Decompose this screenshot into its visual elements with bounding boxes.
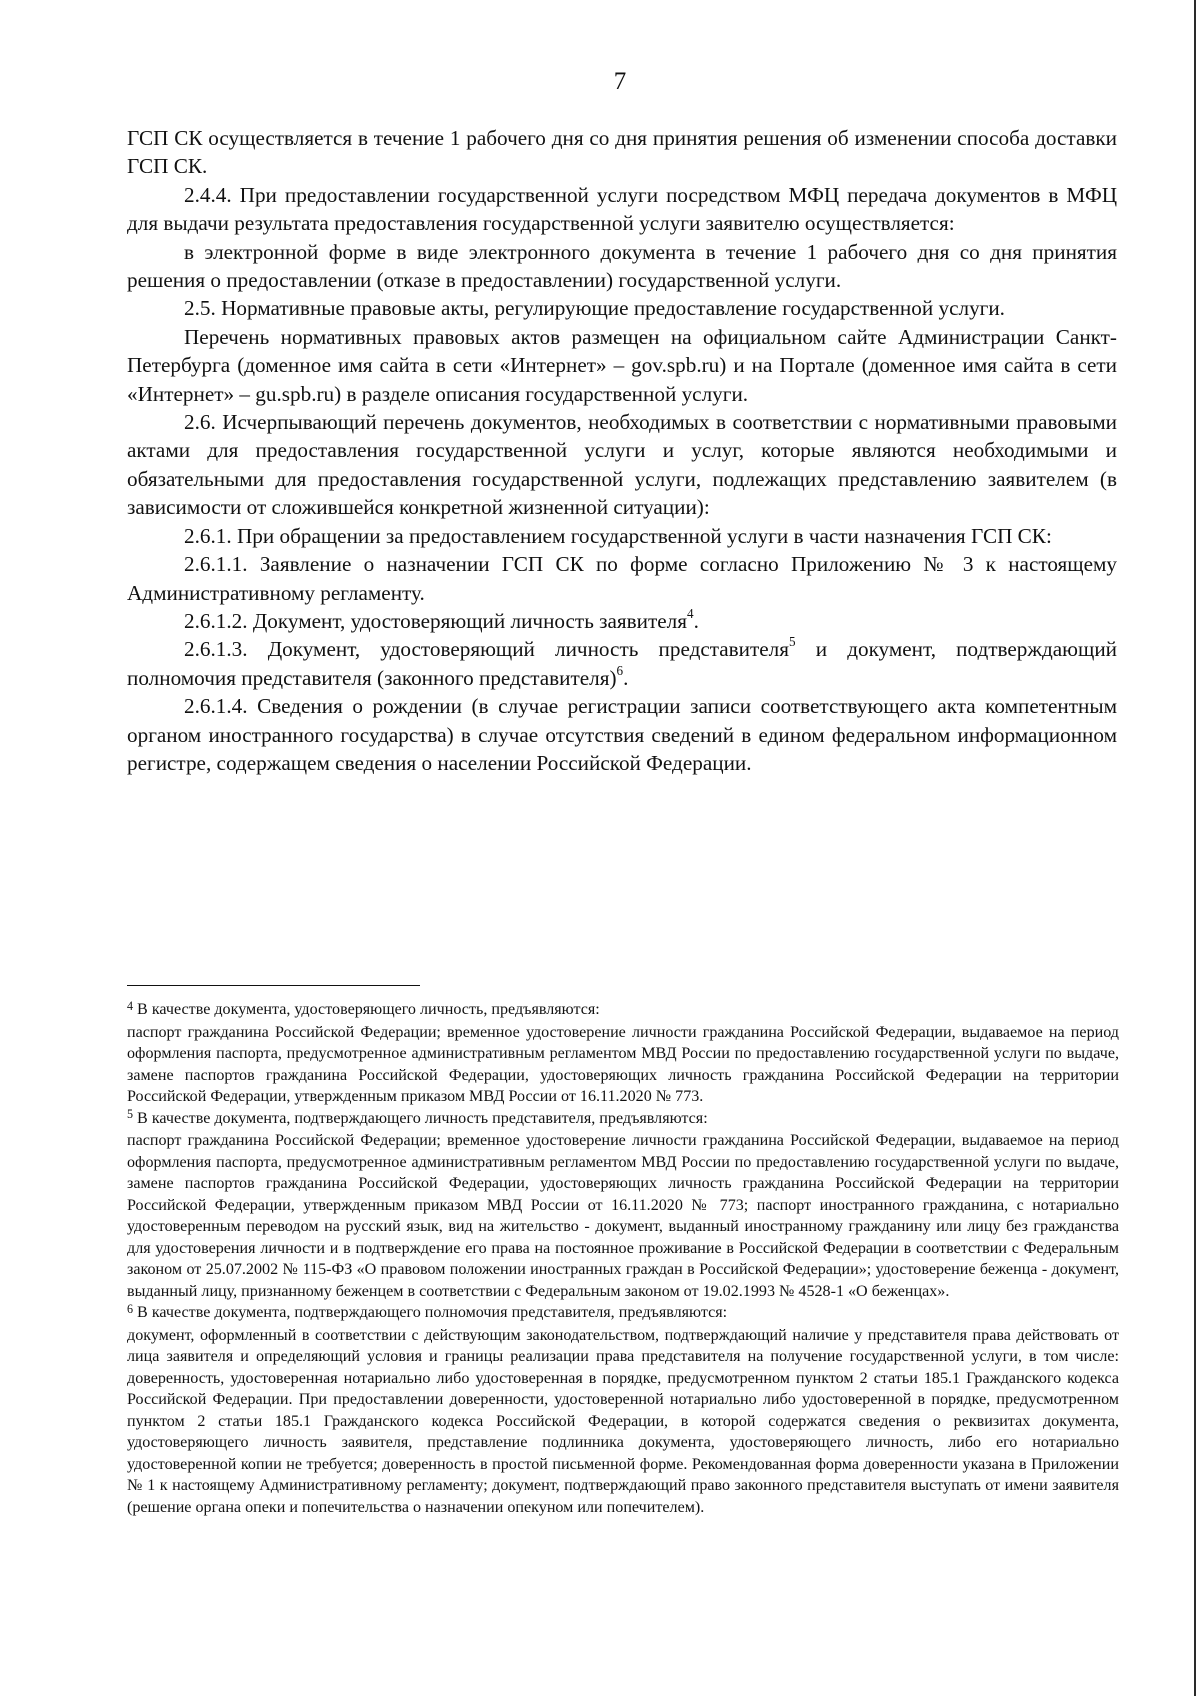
paragraph: ГСП СК осуществляется в течение 1 рабочего дня со дня принятия решения об изменении способа доставки ГСП СК. [127,126,1117,179]
paragraph-end: . [623,665,629,690]
footnote-heading [127,1302,1119,1325]
main-text [127,124,1117,777]
paragraph-text: и документ, подтверждающий полномочия представителя (законного представителя) [127,637,1118,690]
paragraph-text: 2.6.1.3. Документ, удостоверяющий личность представителя [184,637,790,662]
footnotes [127,999,1119,1518]
paragraph: Перечень нормативных правовых актов размещен на официальном сайте Администрации Санкт-Петербурга (доменное имя сайта в сети «Интернет» – gov.spb.ru) и на Портале (доменное имя сайта в сети «Интернет» – gu.spb.ru) в разделе описания государственной услуги. [127,324,1117,406]
paragraph: 2.6.1.1. Заявление о назначении ГСП СК по форме согласно Приложению № 3 к настоящему Административному регламенту. [127,552,1117,605]
paragraph: в электронной форме в виде электронного документа в течение 1 рабочего дня со дня принятия решения о предоставлении (отказе в предоставлении) государственной услуги. [127,239,1117,293]
paragraph [127,635,1117,692]
footnote-ref: 4 [687,605,694,621]
footnote-heading-text: В качестве документа, подтверждающего полномочия представителя, предъявляются: [133,1304,728,1321]
footnote-heading-text: В качестве документа, удостоверяющего личность, предъявляются: [133,1001,600,1018]
footnote-heading [127,1108,1119,1131]
footnote-mark: 6 [127,1301,134,1316]
paragraph [127,607,1117,635]
footnote-mark: 4 [127,998,134,1013]
paragraph: 2.5. Нормативные правовые акты, регулирующие предоставление государственной услуги. [184,296,1005,321]
paragraph-end: . [693,608,699,633]
footnote-separator [127,985,420,986]
footnote-ref: 6 [616,662,624,678]
page-number: 7 [613,68,627,95]
paragraph-text: 2.6.1.2. Документ, удостоверяющий личность заявителя [184,608,687,633]
footnote-text: паспорт гражданина Российской Федерации; временное удостоверение личности гражданина Российской Федерации, выдаваемое на период оформления паспорта, предусмотренное административным регламентом МВД России по предоставлению государственной услуги по выдаче, замене паспортов гражданина Российской Федерации, удостоверяющих личность гражданина Российской Федерации на территории Российской Федерации, утвержденным приказом МВД России от 16.11.2020 № 773; паспорт иностранного гражданина, с нотариально удостоверенным переводом на русский язык, вид на жительство - документ, выданный иностранному гражданину или лицу без гражданства для удостоверения личности и в подтверждение его права на постоянное проживание в Российской Федерации в соответствии с Федеральным законом от 25.07.2002 № 115-ФЗ «О правовом положении иностранных граждан в Российской Федерации»; удостоверение беженца - документ, выданный лицу, признанному беженцем в соответствии с Федеральным законом от 19.02.1993 № 4528-1 «О беженцах». [127,1132,1119,1300]
paragraph: 2.6. Исчерпывающий перечень документов, необходимых в соответствии с нормативными правовыми актами для предоставления государственной услуги и услуг, которые являются необходимыми и обязательными для предоставления государственной услуги, подлежащих представлению заявителем (в зависимости от сложившейся конкретной жизненной ситуации): [127,410,1117,520]
footnote-text: документ, оформленный в соответствии с действующим законодательством, подтверждающий наличие у представителя права действовать от лица заявителя и определяющий условия и границы реализации права представителя на получение государственной услуги, в том числе: доверенность, удостоверенная нотариально либо удостоверенная в порядке, предусмотренном пунктом 2 статьи 185.1 Гражданского кодекса Российской Федерации. При предоставлении доверенности, удостоверенной нотариально либо удостоверенной в порядке, предусмотренном пунктом 2 статьи 185.1 Гражданского кодекса Российской Федерации, в которой содержатся сведения о реквизитах документа, удостоверяющего личность заявителя, представление подлинника документа, удостоверяющего личность, либо его нотариально удостоверенной копии не требуется; доверенность в простой письменной форме. Рекомендованная форма доверенности указана в Приложении № 1 к настоящему Административному регламенту; документ, подтверждающий право законного представителя выступать от имени заявителя (решение органа опеки и попечительства о назначении опекуном или попечителем). [127,1326,1119,1516]
footnote-mark: 5 [127,1107,134,1122]
scan-edge-line [1194,0,1196,1696]
footnote-text: паспорт гражданина Российской Федерации; временное удостоверение личности гражданина Российской Федерации, выдаваемое на период оформления паспорта, предусмотренное административным регламентом МВД России по предоставлению государственной услуги по выдаче, замене паспортов гражданина Российской Федерации, удостоверяющих личность гражданина Российской Федерации на территории Российской Федерации, утвержденным приказом МВД России от 16.11.2020 № 773. [127,1023,1119,1105]
paragraph: 2.6.1.4. Сведения о рождении (в случае регистрации записи соответствующего акта компетентным органом иностранного государства) в случае отсутствия сведений в едином федеральном информационном регистре, содержащем сведения о населении Российской Федерации. [127,694,1117,775]
paragraph: 2.6.1. При обращении за предоставлением государственной услуги в части назначения ГСП СК: [184,523,1052,548]
footnote-heading-text: В качестве документа, подтверждающего личность представителя, предъявляются: [133,1109,708,1127]
footnote-heading [127,999,1119,1022]
paragraph: 2.4.4. При предоставлении государственной услуги посредством МФЦ передача документов в МФЦ для выдачи результата предоставления государственной услуги заявителю осуществляется: [127,182,1117,236]
footnote-ref: 5 [789,634,796,650]
